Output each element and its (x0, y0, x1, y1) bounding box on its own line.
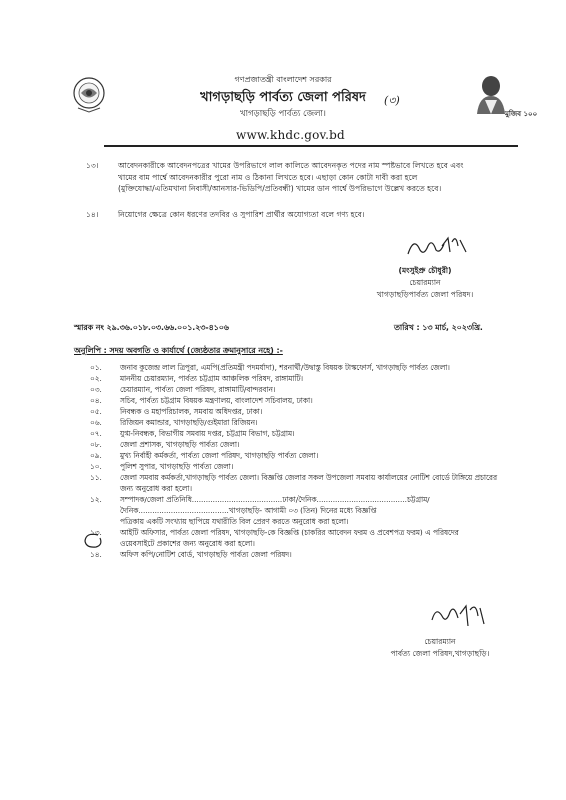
copy-recipient-item (90, 450, 520, 461)
copy-heading: অনুলিপি : সদয় অবগতি ও কার্যার্থে (জ্যেষ্ঠতার ক্রমানুসারে নহে) :- (74, 346, 283, 355)
item-text: অফিস কপি/নোটিশ বোর্ড, খাগড়াছড়ি পার্বত্য জেলা পরিষদ। (120, 550, 292, 559)
item-text: যুগ্ম-নিবন্ধক, বিভাগীয় সমবায় দপ্তর, চট্টগ্রাম বিভাগ, চট্টগ্রাম। (120, 429, 295, 438)
item-text: জন্য অনুরোধ করা হলো। (120, 484, 192, 493)
paragraph-number: ১৩। (86, 161, 99, 170)
signatory-office: খাগড়াছড়িপার্বত্য জেলা পরিষদ। (376, 290, 474, 299)
signature-block-1 (360, 265, 490, 301)
copy-recipient-item (90, 439, 520, 450)
paragraph-number: ১৪। (86, 210, 99, 219)
svg-text:মুজিব ১০০: মুজিব ১০০ (505, 110, 538, 118)
item-text: জেলা সমবায় কর্মকর্তা,খাগড়াছড়ি পার্বত্য জেলা। বিজ্ঞপ্তি জেলার সকল উপজেলা সমবায় কার্যালয়ের নোটিশ বোর্ডে টাঙ্গিয়ে প্রচারের (120, 473, 497, 482)
copy-recipient-item (90, 417, 520, 428)
item-number: ১২. (90, 495, 102, 504)
website-link[interactable]: www.khdc.gov.bd (236, 128, 345, 142)
item-text: জনাব কুজেন্দ্র লাল ত্রিপুরা, এমপি(প্রতিমন্ত্রী পদমর্যাদা), শরনার্থী/উদ্বাস্তু বিষয়ক টাস্কফোর্স, খাগড়াছড়ি পার্বত্য জেলা। (120, 363, 450, 372)
chairman-signature-2 (428, 600, 488, 632)
chairman-signature-1 (404, 232, 470, 260)
item-number: ০৮. (90, 440, 102, 449)
item-number: ১০. (90, 462, 102, 471)
item-number: ০৬. (90, 418, 102, 427)
copy-recipient-item (90, 373, 520, 384)
copy-recipient-item (90, 494, 520, 527)
item-text: সম্পাদক/জেলা প্রতিনিধি.......................................ঢাকা/দৈনিক.......................................চট্টগ্রাম/ (120, 495, 430, 504)
government-line: গণপ্রজাতন্ত্রী বাংলাদেশ সরকার (234, 75, 332, 84)
header-divider (104, 145, 518, 147)
item-text: আইটি অফিসার, পার্বত্য জেলা পরিষদ, খাগড়াছড়ি-কে বিজ্ঞপ্তি (চাকরির আবেদন ফরম ও প্রবেশপত্র ফরম) এ পরিষদের (120, 528, 459, 537)
item-text: পত্রিকায় একটি সংখ্যায় ছাপিয়ে যথারীতি বিল প্রেরণ করতে অনুরোধ করা হলো। (120, 517, 349, 526)
paragraph-line: নিয়োগের ক্ষেত্রে কোন ধরণের তদবির ও সুপারিশ প্রার্থীর অযোগ্যতা বলে গণ্য হবে। (118, 210, 365, 219)
copy-recipient-item (90, 406, 520, 417)
item-text: পুলিশ সুপার, খাগড়াছড়ি পার্বত্য জেলা। (120, 462, 234, 471)
signatory-title: চেয়ারম্যান (409, 278, 441, 287)
item-number: ০৩. (90, 385, 102, 394)
item-text: সচিব, পার্বত্য চট্টগ্রাম বিষয়ক মন্ত্রণালয়, বাংলাদেশ সচিবালয়, ঢাকা। (120, 396, 313, 405)
item-number: ০৫. (90, 407, 102, 416)
item-text: ওয়েবসাইটে প্রকাশের জন্য অনুরোধ করা হলো। (120, 539, 255, 548)
signatory-name: (মংসুইপ্রু চৌধুরী) (398, 266, 452, 275)
item-text: দৈনিক.......................................খাগড়াছড়ি- আগামী ০৩ (তিন) দিনের মধ্যে বিজ্ঞপ্তি (120, 506, 377, 515)
paragraph-line: (মুক্তিযোদ্ধা/এতিমখানা নিবাসী/আনসার-ভিডিপি/প্রতিবন্ধী) খামের ডান পার্শ্বে উপরিভাগে উল্লেখ করতে হবে। (118, 184, 442, 193)
item-number: ১১. (90, 473, 102, 482)
signatory-office: পার্বত্য জেলা পরিষদ,খাগড়াছড়ি। (390, 649, 490, 658)
copy-recipient-item (90, 461, 520, 472)
item-number: ০৯. (90, 451, 102, 460)
item-text: জেলা প্রশাসক, খাগড়াছড়ি পার্বত্য জেলা। (120, 440, 240, 449)
copy-recipient-item (90, 384, 520, 395)
item-text: রিজিয়ন কমান্ডার, খাগড়াছড়ি/গুইমারা রিজিয়ন। (120, 418, 258, 427)
copy-recipient-item (90, 527, 520, 549)
memo-date: তারিখ : ১৩ মার্চ, ২০২৩খ্রি. (394, 323, 483, 332)
item-number: ১৩. (90, 528, 102, 537)
paragraph-line: আবেদনকারীকে আবেদনপত্রের খামের উপরিভাগে লাল কালিতে আবেদনকৃত পদের নাম স্পষ্টভাবে লিখতে হবে এবং (118, 161, 464, 170)
signature-block-2 (370, 636, 510, 660)
office-name: খাগড়াছড়ি পার্বত্য জেলা পরিষদ (200, 90, 366, 105)
item-text: নিবন্ধক ও মহাপরিচালক, সমবায় অধিদপ্তর, ঢাকা। (120, 407, 263, 416)
memo-number: স্মারক নং ২৯.৩৬.০১৮.০৩.৬৬.০০১.২৩-৪১০৬ (74, 323, 229, 332)
copy-recipient-item (90, 362, 520, 373)
paragraph-line: খামের বাম পার্শ্বে আবেদনকারীর পুরো নাম ও ঠিকানা লিখতে হবে। এছাড়া কোন কোটা দাবী করা হলে (118, 172, 418, 182)
item-text: মুখ্য নির্বাহী কর্মকর্তা, পার্বত্য জেলা পরিষদ, খাগড়াছড়ি পার্বত্য জেলা। (120, 451, 319, 460)
copy-recipient-item (90, 428, 520, 439)
mujib-portrait-logo-icon (471, 70, 538, 126)
item-text: মাননীয় চেয়ারম্যান, পার্বত্য চট্টগ্রাম আঞ্চলিক পরিষদ, রাঙ্গামাটি। (120, 374, 304, 383)
copy-recipient-list (90, 362, 520, 560)
item-number: ০২. (90, 374, 102, 383)
copy-recipient-item (90, 472, 520, 494)
copy-recipient-item (90, 395, 520, 406)
item-text: চেয়ারম্যান, পার্বত্য জেলা পরিষদ, রাঙ্গামাটি/বান্দরবান। (120, 385, 276, 394)
item-number: ০৪. (90, 396, 102, 405)
handwritten-page-number: (৩) (384, 94, 400, 107)
item-number: ১৪. (90, 550, 102, 559)
item-number: ০৭. (90, 429, 102, 438)
item-number: ০১. (90, 363, 102, 372)
handwritten-circle-mark (82, 532, 104, 550)
copy-recipient-item (90, 549, 520, 560)
district-line: খাগড়াছড়ি পার্বত্য জেলা। (240, 109, 326, 119)
signatory-title: চেয়ারম্যান (424, 637, 456, 646)
